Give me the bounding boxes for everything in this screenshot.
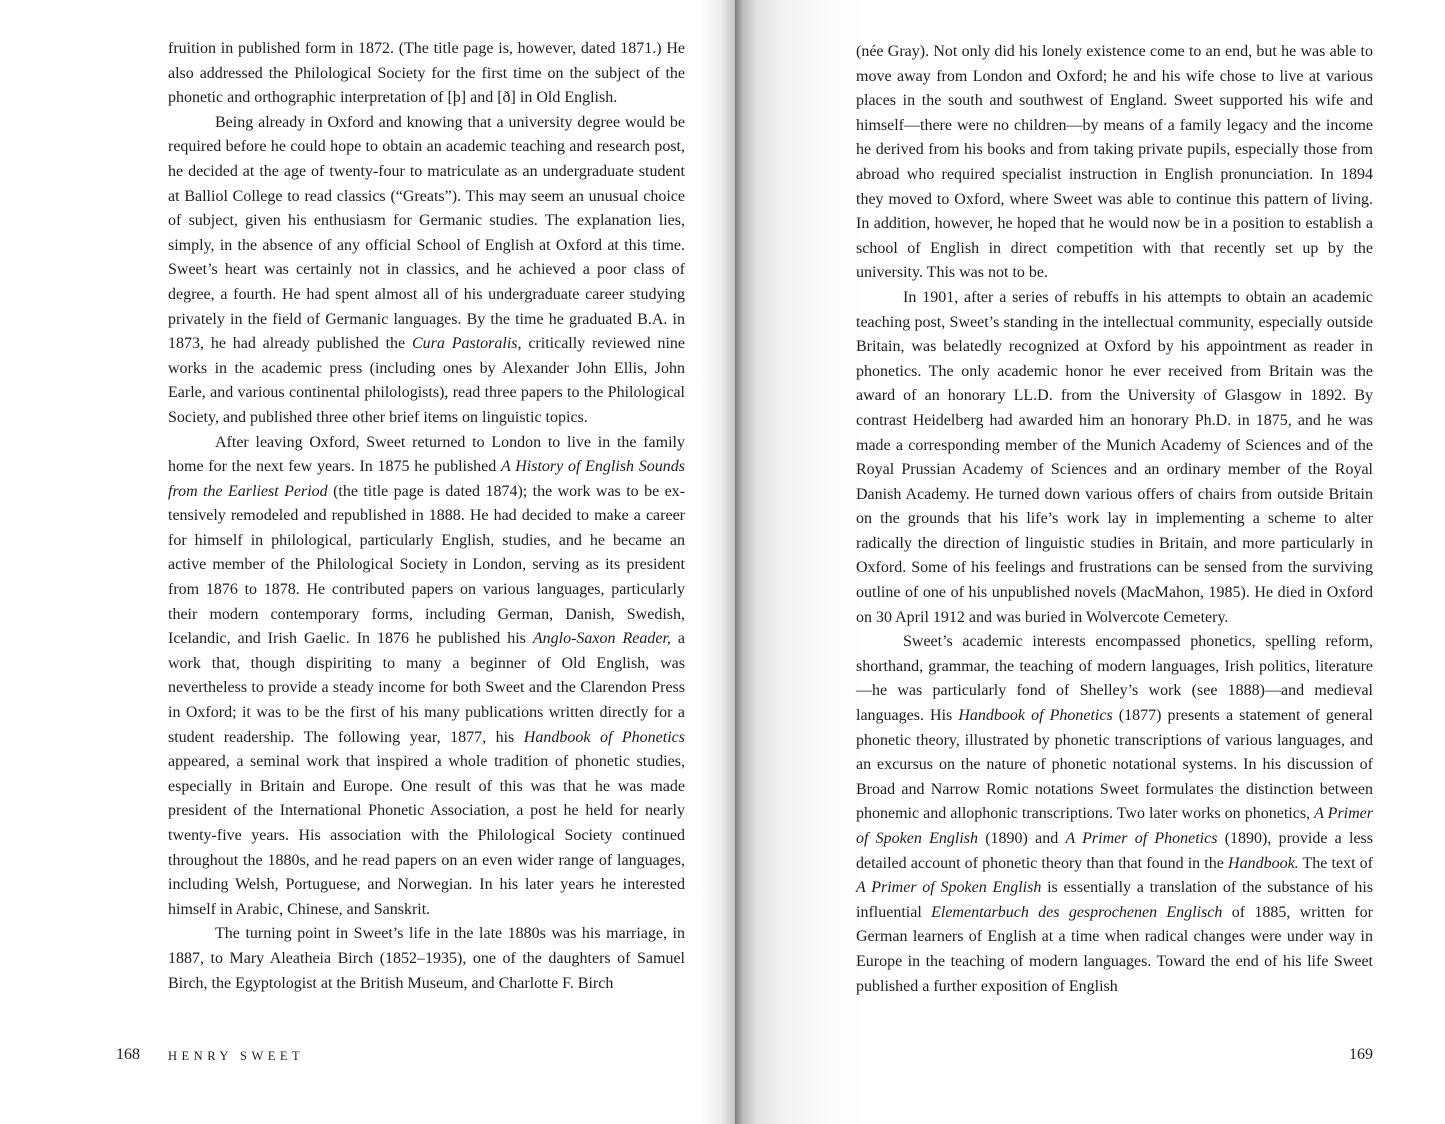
text-run: The turning point in Sweet’s life in the late 1880s was his marriage, in 1887, to Mary Aleatheia Birch (1852–1935), one of the daughters of Samuel Birch, the Egyptologist at the British Museum, and Charlotte F. Birch — [168, 925, 685, 992]
text-run: a work that, though dispiriting to many a beginner of Old English, was nevertheless to provide a steady income for both Sweet and the Clarendon Press in Oxford; it was to be the first of his many publications written directly for a student readership. The following year, 1877, his — [168, 630, 686, 746]
italic-title: Elementarbuch des gesprochenen Englisch — [931, 903, 1223, 921]
gutter-shadow — [700, 0, 735, 1124]
text-run: (1890), provide a less detailed account of phonetic theory than that found in the — [856, 830, 1373, 872]
italic-title: Cura Pastoralis, — [411, 335, 522, 353]
text-run: (née Gray). Not only did his lonely existence come to an end, but he was able to move away from London and Oxford; he and his wife chose to live at various places in the south and southwest of England. Sweet supported his wife and himself—there were no children—by means of a family legacy and the income he derived from his books and from taking private pupils, especially those from abroad who required specialist instruction in English pronunciation. In 1894 they moved to Oxford, where Sweet was able to continue this pattern of living. In addition, however, he hoped that he would now be in a position to establish a school of English in direct competition with that recently set up by the university. This was not to be. — [856, 43, 1373, 282]
italic-title: Handbook. — [1228, 854, 1299, 872]
italic-title: Anglo-Saxon Reader, — [532, 630, 671, 648]
text-run: of 1885, written for German learners of English at a time when radical changes were under way in Europe in the teaching of modern languages. Toward the end of his life Sweet published a further exposition of English — [856, 903, 1373, 995]
paragraph — [856, 40, 1373, 286]
text-run: In 1901, after a series of rebuffs in his attempts to obtain an academic teaching post, Sweet’s standing in the intellectual community, especially outside Britain, was belatedly recognized at Oxford by his appointment as reader in phonetics. The only academic honor he ever received from Britain was the award of an honorary LL.D. from the University of Glasgow in 1892. By contrast Heidelberg had awarded him an honorary Ph.D. in 1875, and he was made a corresponding member of the Munich Academy of Sciences and of the Royal Prussian Academy of Sciences and an ordinary member of the Royal Danish Academy. He turned down various offers of chairs from outside Britain on the grounds that his life’s work lay in implementing a scheme to alter radically the direction of linguistic studies in Britain, and more particularly in Oxford. Some of his feelings and frustrations can be sensed from the surviving outline of one of his unpublished novels (MacMahon, 1985). He died in Oxford on 30 April 1912 and was buried in Wolvercote Cemetery. — [856, 288, 1373, 626]
italic-title: A Primer of Spoken English — [856, 805, 1373, 847]
italic-title: A History of English Sounds from the Earliest Period — [168, 458, 686, 500]
left-page-body — [168, 37, 685, 996]
text-run: is essentially a translation of the substance of his influential — [856, 879, 1373, 921]
page-number-left: 168 — [116, 1046, 140, 1063]
right-page-body — [856, 40, 1373, 999]
italic-title: Handbook of Phonetics — [523, 728, 685, 746]
text-run: (the title page is dated 1874); the work was to be extensively remodeled and republished in 1888. He had decided to make a career for himself in philological, particularly English, studies, and he became an active member of the Philological Society in London, serving as its president from 1876 to 1878. He contributed papers on various languages, particularly their modern contemporary forms, including German, Danish, Swedish, Icelandic, and Irish Gaelic. In 1876 he published his — [168, 482, 686, 648]
text-run: After leaving Oxford, Sweet returned to London to live in the family home for the next few years. In 1875 he published — [168, 433, 685, 476]
text-run: fruition in published form in 1872. (The title page is, however, dated 1871.) He also addressed the Philological Society for the first time on the subject of the phonetic and orthographic interpretation of [þ] and [ð] in Old English. — [168, 40, 685, 107]
running-head: HENRY SWEET — [168, 1049, 305, 1063]
italic-title: A Primer of Phonetics — [1065, 830, 1218, 847]
text-run: (1890) and — [978, 830, 1066, 847]
paragraph — [168, 37, 685, 111]
text-run: critically reviewed nine works in the academic press (including ones by Alexander John Ellis, John Earle, and various continental philologists), read three papers to the Philological Society, and published three other brief items on linguistic topics. — [168, 335, 686, 426]
text-run: Sweet’s academic interests encompassed phonetics, spelling reform, shorthand, grammar, the teaching of modern languages, Irish politics, literature—he was particularly fond of Shelley’s work (see 1888)—and medieval languages. His — [856, 633, 1373, 725]
paragraph — [856, 286, 1373, 630]
text-run: Being already in Oxford and knowing that a university degree would be required before he could hope to obtain an academic teaching and research post, he decided at the age of twenty-four to matriculate as an undergraduate student at Balliol College to read classics (“Greats”). This may seem an unusual choice of subject, given his enthusiasm for Germanic studies. The explanation lies, simply, in the absence of any official School of English at Oxford at this time. Sweet’s heart was certainly not in classics, and he achieved a poor class of degree, a fourth. He had spent almost all of his undergraduate career studying privately in the field of Germanic languages. By the time he graduated B.A. in 1873, he had already published the — [168, 113, 685, 353]
paragraph — [168, 111, 685, 431]
paragraph — [856, 630, 1373, 999]
text-run: appeared, a seminal work that inspired a whole tradition of phonetic studies, especially in Britain and Europe. One result of this was that he was made president of the International Phonetic Association, a post he held for nearly twenty-five years. His association with the Philological Society continued throughout the 1880s, and he read papers on an even wider range of languages, including Welsh, Portuguese, and Norwegian. In his later years he interested himself in Arabic, Chinese, and Sanskrit. — [168, 753, 685, 918]
page-number-right: 169 — [1349, 1046, 1373, 1063]
text-run: The text of — [1298, 854, 1374, 872]
italic-title: A Primer of Spoken English — [856, 879, 1042, 897]
text-run: (1877) presents a statement of general phonetic theory, illustrated by phonetic transcriptions of various languages, and an excursus on the nature of phonetic notational systems. In his discussion of Broad and Narrow Romic notations Sweet formulates the distinction between phonemic and allophonic transcriptions. Two later works on phonetics, — [856, 707, 1374, 823]
paragraph — [168, 431, 685, 923]
right-page — [735, 0, 1445, 1124]
italic-title: Handbook of Phonetics — [958, 707, 1113, 725]
paragraph — [168, 922, 685, 996]
